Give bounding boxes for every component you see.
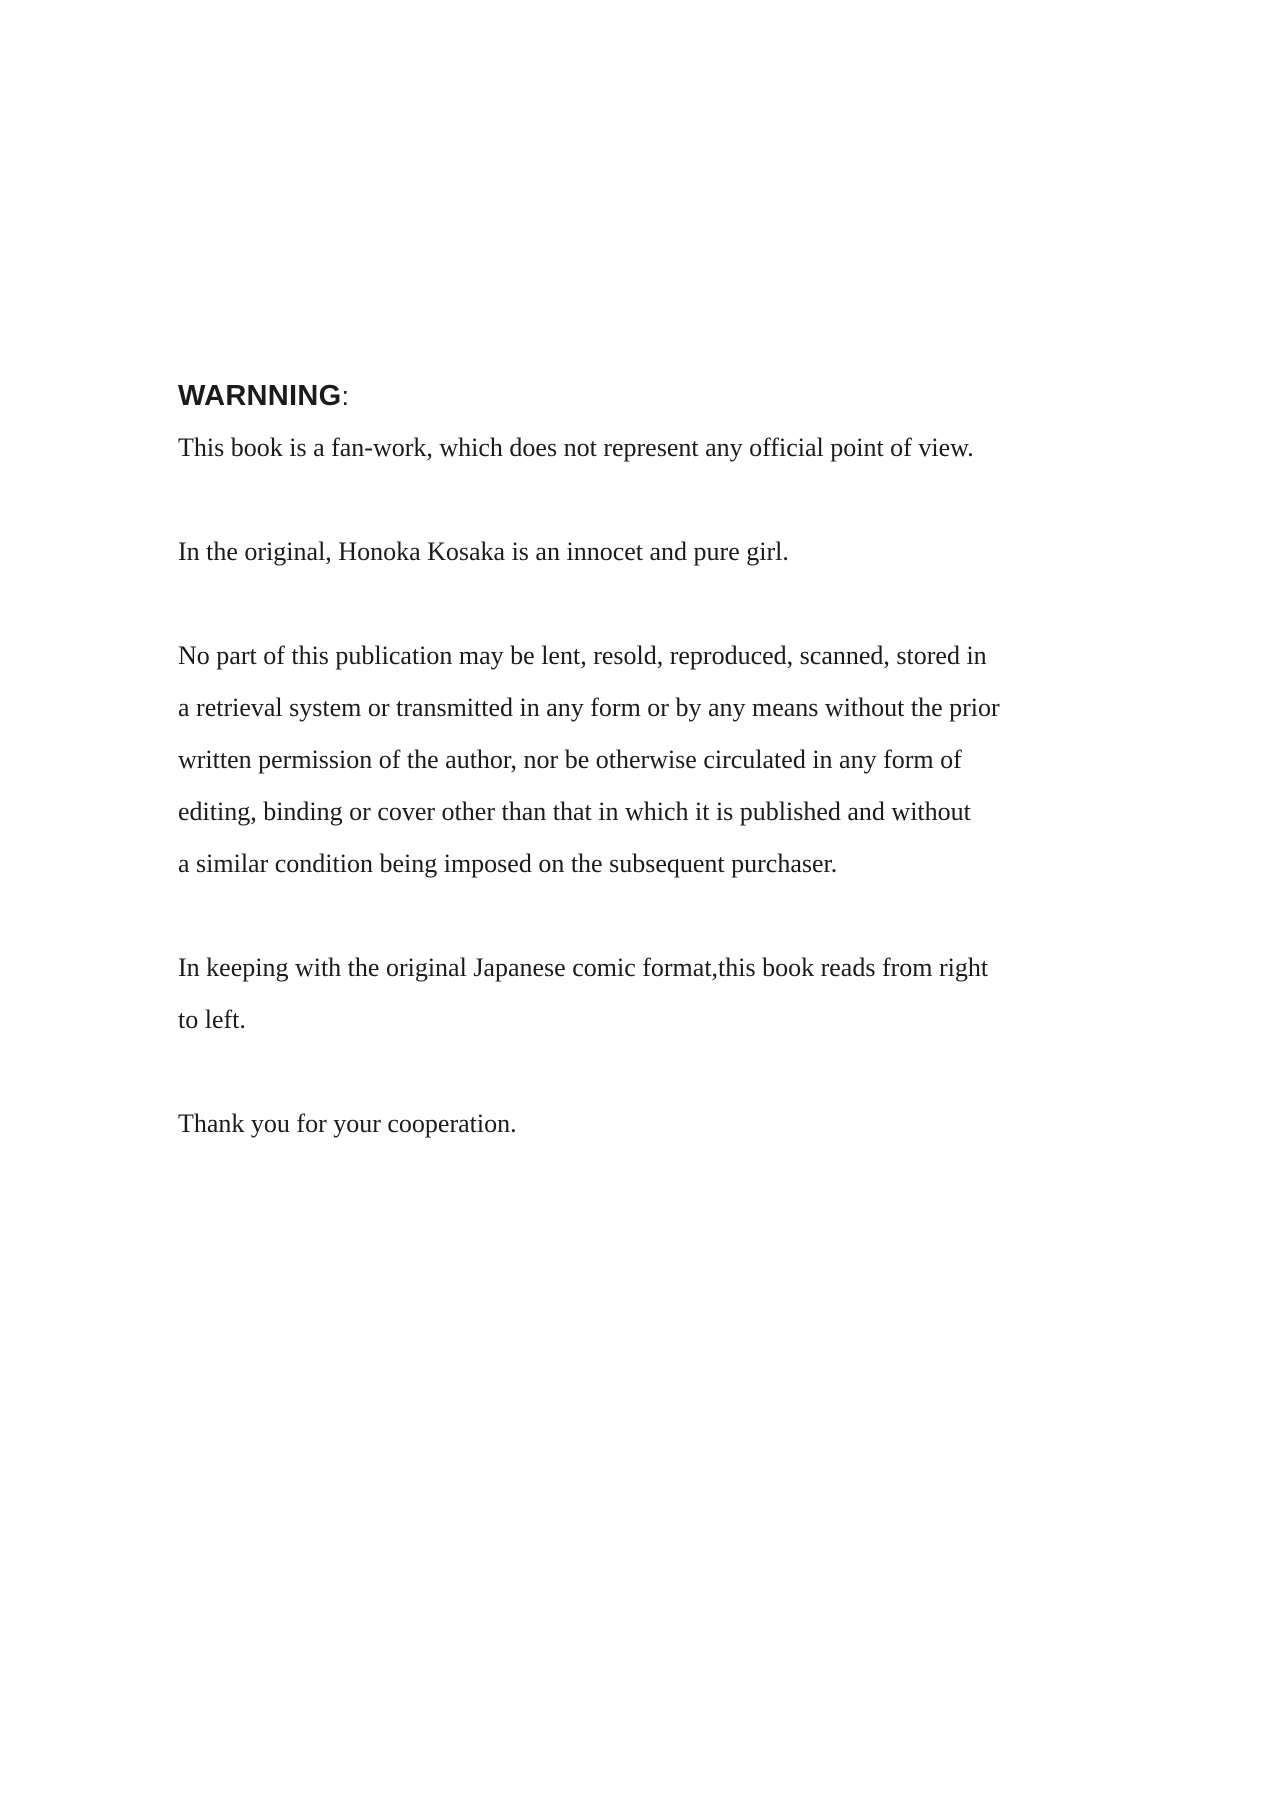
text-line: In the original, Honoka Kosaka is an innocet and pure girl.: [178, 537, 789, 566]
text-line: written permission of the author, nor be otherwise circulated in any form of: [178, 745, 962, 774]
text-line: to left.: [178, 1005, 246, 1034]
text-line: editing, binding or cover other than that in which it is published and without: [178, 797, 971, 826]
text-line: No part of this publication may be lent, resold, reproduced, scanned, stored in: [178, 641, 987, 670]
paragraph: [178, 630, 1008, 890]
text-line: Thank you for your cooperation.: [178, 1109, 517, 1138]
warning-heading: [178, 370, 1008, 422]
text-line: In keeping with the original Japanese comic format,this book reads from right: [178, 953, 989, 982]
paragraph: [178, 422, 1008, 474]
text-line: a similar condition being imposed on the subsequent purchaser.: [178, 849, 838, 878]
paragraph: [178, 526, 1008, 578]
warning-heading-text: WARNNING: [178, 380, 342, 412]
text-line: a retrieval system or transmitted in any form or by any means without the prior: [178, 693, 1000, 722]
text-line: This book is a fan-work, which does not represent any official point of view.: [178, 433, 974, 462]
warning-heading-colon: :: [341, 381, 350, 411]
paragraph: [178, 1098, 1008, 1150]
page-content: [178, 370, 1008, 1150]
paragraph: [178, 942, 1008, 1046]
